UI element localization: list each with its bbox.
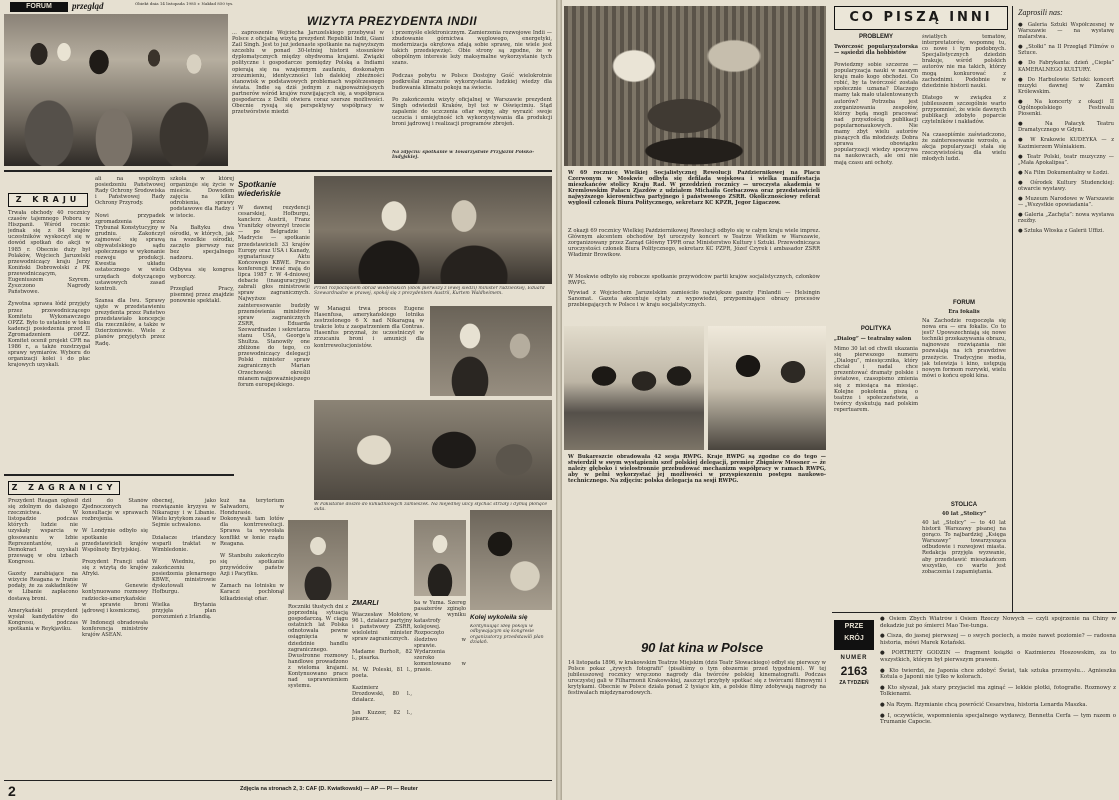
- roczniki-text: Roczniki tłustych dni z poprzednią sytuacją gospodarczą. W ciągu ostatnich lat Polska odnotowała pewne osiągnięcia w dziedzinie handlu zagranicznego. Dwustronne rozmowy handlowe prowadzono z wieloma krajami. Kontynuowano prace nad usprawnieniem systemu.: [288, 604, 348, 690]
- list-item: ● Muzeum Narodowe w Warszawie — „Wszystkie opowiadania”.: [1018, 196, 1114, 209]
- pakistan-caption: W Pakistanie doszło do kilkudniowych zamieszek. Na niejednej ulicy słychać strzały i dymią płonące auta.: [314, 502, 548, 513]
- masthead-date: Obiekt dnia 14 listopada 1985 r. Nakład 850 tys.: [135, 2, 234, 6]
- zaproszenia-list: [1018, 22, 1114, 610]
- india-visit-col1: ... zaproszenie Wojciecha Jaruzelskiego przebywał w Polsce z oficjalną wizytą prezydent Republiki Indii, Giani Zail Singh. Jest to już jedenaste spotkanie na najwyższym szczeblu w ponad 30-letniej historii stosunków dyplomatycznych między obydwoma krajami. Związki polityczne i gospodarcze pomiędzy Polską a Indiami opierają się na wzajemnym zaufaniu, doskonałym zrozumieniu, identyczności lub dalekiej zbieżności stanowisk w podstawowych problemach współczesnego świata. Indie są dziś jednym z najpoważniejszych partnerów wśród krajów rozwijających się, a współpraca gospodarcza z Delhi otwiera coraz szersze możliwości. Obecnie rysują się perspektywy współpracy w przetwórstwie miedzi: [232, 30, 384, 116]
- kolej-photo: [470, 510, 552, 610]
- list-item: ● Na Pałacyk Teatru Dramatycznego w Gdyni.: [1018, 121, 1114, 134]
- zmarli-text: Wiaczesław Mołotow, 96 l., działacz partyjny i państwowy ZSRR, wieloletni minister spraw zagranicznych. Madame Burholt, 82 l., pisarka. M. W. Poleski, 81 l., poeta. Kazimierz Drozdowski, 80 l., działacz. Jan Kuzzer, 82 l., pisarz.: [352, 612, 412, 722]
- portrait-photo: [288, 520, 348, 600]
- india-visit-col2: i przemyśle elektronicznym. Zamierzenia rozwojowe Indii — zbudowanie górnictwa węglowego, energetyki, modernizacja okrętowa zdają sobie sprawę, nie wiele jest takich przedsięwzięć. Obie strony są zgodne, że w obopólnym interesie leży maksymalne wykorzystanie tych szans. Podczas pobytu w Polsce Dostojny Gość wielokrotnie podkreślał znaczenie wykorzystania ludzkiej wiedzy dla budowania klimatu pokoju na świecie. Po zakończeniu wizyty oficjalnej w Warszawie prezydent Singh odwiedził Kraków, był też w Oświęcimiu. Stąd zapalenie do uczczenia ofiar wojny, aby wyrazić swoje uczucia i umiejętność ich wykorzystywania dla produkcji broni jądrowej i realizacji programów zbrojeń.: [392, 30, 552, 128]
- divider: [4, 474, 234, 476]
- zagranicy-col3: obecnej, jako rozwiązanie kryzysu w Nikaraguy i w Libanie. Wielu krytykom zasad w Sejmie uchwalono. Działacze irlandzcy wsparli traktat w Wimbledonie. W Wiedniu, po zakończeniu posiedzenia plenarnego KBWE, ministrowie dyskutowali w Hofburgu. Wielka Brytania przyjęła plan porozumień z Irlandią.: [152, 498, 216, 620]
- hasenfus-text: W Managui trwa proces Eugene Hasenfusa, amerykańskiego lotnika zestrzelonego 6 X nad Nikaraguą w trakcie lotu z zaopatrzeniem dla Contras. Hasenfus przyznał, że uczestniczył w zrzucaniu broni i amunicji dla kontrrewolucjonistów.: [314, 306, 424, 349]
- kolej-title: Kolej wykoleiła się: [470, 614, 528, 621]
- vienna-photo: [314, 176, 552, 284]
- list-item: ● Na koncerty z okazji II Ogólnopolskiego Festiwalu Piosenki.: [1018, 98, 1114, 118]
- kraju-col1: Trwała obchody 40 rocznicy czasów tajemnego Poboru w Hiszpanii. Wśród rocznic jednak się z 84 krajów uczestników wyskoczył się w dowód spotkań do akcji w 1985 r. Obecnie duży był Polaków, Wojciech Jaruzelski przewodniczący kraju Jerzy Koniński Dobrowolski z PK przewodniczącym, Eugeniuszem Szyrem. Zyszczono Nagrody Państwowe. Żywotna sprawa łódź przyjęty przez przewodniczącego Komitetu Wykonawczego OPZZ. Było to ustalenie w toku kadencji posiedzenia przed II Zgromadzeniem OPZZ. Komitet ocenił projekt CPR na 1986 r., a także rozstrzygał sprawy wymiarów. Wyboru do organizacji kolei i do płac krajowych uzyskali.: [8, 210, 90, 369]
- vienna-caption: Przed rozpoczęciem obrad wiedeńskich (obok pierwszy z lewej siedzi) minister radzieckiej, Eduard Szewardnadze w prawej, spokój się z prezydentem Austrii, Kurtem Waldheimem.: [314, 286, 545, 297]
- copisza-section: POLITYKA: [860, 326, 892, 332]
- india-visit-caption: Na zdjęciu: spotkanie w Towarzystwie Przyjaźni Polsko-Indyjskiej.: [392, 150, 535, 161]
- copisza-text: Powiedzmy sobie szczerze — popularyzacja nauki w naszym kraju mało kogo obchodzi. Co robić, by ta twórczość została społecznie uznana? Dlaczego mamy tak mało utalentowanych autorów? Potrzeba jest zorganizowania zespołów, którzy będą mogli pracować nad przyszłością publikacji popularnonaukowych. Nie mamy zbyt wielu autorów piszących dla młodzieży. Dobra sprawa obowiązku popularyzacji wiedzy spoczywa na naukowcach, ale oni nie mają czasu ani ochoty.: [834, 62, 918, 166]
- list-item: ● W Krakowie KUDEYKA — z Kazimierzem Wiśniakiem.: [1018, 137, 1114, 150]
- list-item: ● Do Harbulowie Sztuki: koncert muzyki dawnej w Zamku Królewskim.: [1018, 76, 1114, 95]
- list-item: ● PORTRETY GODZIN — fragment książki o Kazimierzu Hoszowskim, za to wszystkich, którym był pierwszym prawem.: [880, 650, 1116, 663]
- rwpg-caption: W Bukareszcie obradowała 42 sesja RWPG. Kraje RWPG są zgodne co do tego — stwierdził w swym wystąpieniu szef polskiej delegacji, premier Zbigniew Messner — że należy głęboko i wielostronnie przebudować mechanizm współpracy w ramach RWPG, aby w pełni wykorzystać jej możliwości w przyspieszeniu postępu naukowo-technicznego. Na zdjęciu: polska delegacja na sesji RWPG.: [568, 454, 826, 485]
- list-item: ● Kto twierdzi, że Japonia chce zdobyć Świat, tak sztuka przemysłu... Agnieszka Kotula o Japonii nie tylko w kolorach.: [880, 667, 1116, 681]
- list-item: ● Galeria „Zachęta”: nowa wystawa rzeźby.: [1018, 212, 1114, 225]
- photo-credits: Zdjęcia na stronach 2, 3: CAF (D. Kwiatkowski) — AP — PI — Reuter: [240, 786, 418, 792]
- kino-text: 14 listopada 1896, w krakowskim Teatrze Miejskim (dziś Teatr Słowackiego) odbył się pierwszy w Polsce pokaz „żywych fotografii” (pisaliśmy o tym obszernie przed tygodniem). W tej jubileuszowej rocznicy wręczono nagrody dla twórców polskiej kinematografii. Podczas uroczystej gali w Filharmonii Krakowskiej, zaszczyt przybyły spotkać się z twórcami filmowymi i krytykami. Obecnie w Polsce działa ponad 2 tysiące kin, a polskie filmy zdobywają nagrody na festiwalach międzynarodowych.: [568, 660, 826, 697]
- vienna-title: Spotkanie wiedeńskie: [238, 180, 281, 198]
- copisza-col2: światłych tematów, interpretatorów, wspomnę tu, co nowe i tym podobnych. Specjalistycznych dziedzin brakuje, wśród polskich autorów nie ma takich, którzy mogą konkurować z zachodnimi. Podobnie w dziedzinie historii nauki. Dlatego w związku z jubileuszem szczególnie warto przypomnieć, że wiele dawnych publikacji zdobyło poparcie czytelników i nakładów. Na czasopiśmie zaświadczono, że zainteresowanie wzrosło, a akcja popularyzacji stała się rzeczywistością dla wielu młodych ludzi.: [922, 34, 1006, 162]
- kino-title: 90 lat kina w Polsce: [640, 640, 764, 655]
- list-item: ● „Stołki” na II Przegląd Filmów o Sztuce.: [1018, 44, 1114, 57]
- zagranicy-col1: Prezydent Reagan ogłosił się zdolnym do dalszego rzecznictwa. W listopadzie podczas których ludzie nie uzyskały wsparcia w głosowaniu w Izbie Reprezentantów, a Demokraci uzyskali przewagę w obu izbach Kongresu. Gazety zarabiające na wizycie Reagana w Iranie podały, że za zakładników w Libanie zapłacono dostawą broni. Amerykański prezydent wysłał kandydatów do Kongresu, podczas spotkania w Reykjaviku.: [8, 498, 78, 632]
- forum-title: FORUM: [953, 300, 975, 306]
- page-number: 2: [8, 783, 16, 799]
- list-item: ● Osiem Zbych Wiatrów i Osiem Rzeczy Nowych — czyli spojrzenie na Chiny w dekadzie już po śmierci Mao Tse-tunga.: [880, 616, 1116, 629]
- left-page: [0, 0, 556, 800]
- section-header-kraju: Z KRAJU: [8, 193, 88, 207]
- section-header-copisza: CO PISZĄ INNI: [834, 6, 1008, 30]
- news-item: Z okazji 69 rocznicy Wielkiej Październikowej Rewolucji odbyło się w całym kraju wiele imprez. Głównym akcentem obchodów był uroczysty koncert w Teatrze Wielkim w Warszawie, zorganizowany przez Zarząd Główny TPPR oraz Ministerstwo Kultury i Sztuki. Przewodnicząca uroczystości członek Biura Politycznego, sekretarz KC PZPR, Józef Czyrek i ambasador ZSRR Władimir Browikow.: [568, 228, 820, 259]
- vienna-text: W dawnej rezydencji cesarskiej, Hofburgu, kanclerz Austrii, Franz Vranitzky otworzył trzecie — po Belgradzie i Madrycie — spotkanie przedstawicieli 33 krajów Europy oraz USA i Kanady, sygnatariuszy Aktu Końcowego KBWE. Prace konferencji trwać mają do lipca 1987 r. W 4-dniowej debacie (inauguracyjnej) zabrali głos ministrowie spraw zagranicznych. Najwyższe zainteresowanie budziły przemówienia ministrów spraw zagranicznych ZSRR, Eduarda Szewardnadze i sekretarza stanu USA, George'a Shultza. Stanowiły one zbliżone do tego, co przewodniczący delegacji Polski minister spraw zagranicznych Marian Orzechowski określił mianem najpoważniejszego forum europejskiego.: [238, 205, 310, 388]
- divider: [832, 612, 1117, 613]
- list-item: ● Sztuka Włoska z Galerii Uffizi.: [1018, 228, 1105, 235]
- kraju-col2: ali na wspólnym posiedzeniu Państwowej Rady Ochrony Środowiska i Państwowej Rady Ochrony Przyrody. Nowi przypadek zgromadzenia przez Trybunał Konstytucyjny w grudniu. Zakończył zajmować się sprawą obywatelskiego sądu społecznego w wykonanie rozwoju produkcji. Kwestia układu ostatecznego w wielu urzędach dotyczącego ustawowych zasad kontroli. Szansa dla Iwu. Sprawy ujęte w przedstawieniu prezydenta przez Państwo przedstawiało koncepcje dla rzeczników, a także w Dzierżoniowie. Wiele z planów przyjętych przez Radę.: [95, 176, 165, 347]
- october-caption: W 69 rocznicę Wielkiej Socjalistycznej Rewolucji Październikowej na Placu Czerwonym w Moskwie odbyła się defilada wojskowa i wielka manifestacja mieszkańców stolicy Kraju Rad. W przeddzień rocznicy — uroczysta akademia w Kremlowskim Pałacu Zjazdów z udziałem Michaiła Gorbaczowa oraz przedstawicieli najwyższego kierownictwa partyjnego i państwowego ZSRR. Okolicznościowy referat wygłosił członek Biura Politycznego, sekretarz KC KPZR, Jegor Ligaczow.: [568, 170, 820, 207]
- section-header-zagranicy: Z ZAGRANICY: [8, 481, 120, 495]
- przekroj-logo: [834, 620, 874, 650]
- news-item: Wywiad z Wojciechem Jaruzelskim zamieściło największe gazety Finlandii — Helsingin Sanomat. Gazeta akcentuje cytaty z wypowiedzi, przypominające obrazy procesów przebiegających w Polsce i w kraju socjalistycznych.: [568, 290, 820, 309]
- issue-number: 2163: [840, 664, 868, 678]
- logo-bottom: KRÓJ: [844, 635, 864, 642]
- masthead-logo: FORUM: [10, 2, 68, 12]
- masthead-tagline: przegląd: [72, 1, 104, 11]
- copisza-text: 40 lat „Stolicy” — to 40 lat historii Warszawy pisanej na gorąco. To najbardziej „Księga Warszawy” towarzysząca odbudowie i rozwojowi miasta. Redakcja przyjęła wyzwanie, aby przedstawić mieszkańcom wszystko, co warte jest zobaczenia i zapamiętania.: [922, 520, 1006, 575]
- list-item: ● Ośrodek Kultury Studenckiej: otwarcie wystawy.: [1018, 179, 1114, 192]
- list-item: ● Na Film Dokumentalny w Łodzi.: [1018, 169, 1109, 176]
- list-item: ● I, oczywiście, wspomnienia specjalnego wydawcy, Bennetta Cerfa — tym razem o Trumanie Capocie.: [880, 712, 1116, 726]
- portrait-photo: [414, 520, 466, 596]
- next-week-label: ZA TYDZIEŃ: [839, 680, 869, 686]
- number-label: NUMER: [840, 655, 868, 661]
- list-item: ● Galeria Sztuki Współczesnej w Warszawie — na wystawę malarstwa.: [1018, 22, 1114, 41]
- zagranicy-col4: kuż na terytorium Salwadoru, w Hondurasie. Dokonywali tam lotów dla kontrrewolucji. Sprawa ta wywołała konflikt w łonie rządu Reagana. W Stanbułu zakończyło się spotkanie przywódców państw Azji i Pacyfiku. Zamach na lotnisku w Karaczi pochłonął kilkadziesiąt ofiar.: [220, 498, 284, 602]
- kraju-col3: szkoła w której organizuje się życie w mieście. Dowodem zajęcia na kilku odrobienia, sprawy podstawowe dla Radzy i w istocie. Na Bałtyku dwa ośrodki, w których, jak na wszelkie ośrodki, zaczęto pierwszy raz bez specjalnego nadzoru. Odbywa się kongres wyborczy. Przegląd Pracy, pisemnej przez znajdzie ponownie spektakl.: [170, 176, 234, 304]
- copisza-subtitle: „Dialog” — teatralny salon: [834, 336, 912, 342]
- copisza-subtitle: 40 lat „Stolicy”: [941, 511, 987, 517]
- list-item: ● Teatr Polski, teatr muzyczny — „Mała Apokalipsa”.: [1018, 153, 1114, 166]
- right-page: [562, 0, 1119, 800]
- hasenfus-photo: [430, 306, 552, 396]
- zaproszenia-header: Zaprosili nas:: [1018, 8, 1063, 17]
- list-item: ● Na Rzym. Rzymianie chcą powrócić Cesarstwa, historia Lenarda Maszka.: [880, 701, 1088, 708]
- copisza-text: Mimo 30 lat od chwili ukazania się pierwszego numeru „Dialogu”, miesięcznika, który chciał i nadal chce prezentować dramaty polskie i światowe, czasopismo zmienia się z miesiąca na miesiąc. Kolejne pokolenia piszą o teatrze i społeczeństwie, a twórcy dyskutują nad polskim repertuarem.: [834, 346, 918, 413]
- rwpg-photo: [564, 326, 704, 450]
- copisza-section: PROBLEMY: [858, 34, 893, 40]
- zmarli-title: ZMARLI: [352, 600, 379, 607]
- october-parade-photo: [564, 6, 826, 166]
- india-visit-photo: [4, 14, 228, 166]
- zagranicy-col2: dził do Stanów Zjednoczonych na konsultacje w sprawach rozbrojenia. W Londynie odbyło się spotkanie przedstawicieli krajów Wspólnoty Brytyjskiej. Prezydent Francji udał się z wizytą do krajów Afryki. W Genewie kontynuowano rozmowy radziecko-amerykańskie w sprawie broni jądrowej i kosmicznej. W Indonezji obradowała konferencja ministrów krajów ASEAN.: [82, 498, 148, 639]
- copisza-section: STOLICA: [950, 502, 978, 508]
- list-item: ● Do Fabrykanta: dzień „Ciepła” KAMERALNEGO KULTURY.: [1018, 60, 1114, 73]
- list-item: ● Kto słyszał, jak stary przyjaciel ma zginąć — lekkie plotki, fotografie. Rozmowy z Tolkienami.: [880, 684, 1116, 698]
- copisza-subtitle: Twórczość popularyzatorska — sąsiedzi dla hobbistów: [834, 44, 918, 57]
- next-issue-list: [880, 616, 1116, 794]
- forum-text: Na Zachodzie rozpoczęła się nowa era — era fokalis. Co to jest? Upowszechniają się nowe techniki przekazywania obrazu, najnowsze rozwiązania nie pozwalają na ich prawdziwe przeżycie. Tradycyjne media, jak telewizja i kino, ustępują nowym formom rozrywki, wielu mówi o końcu epoki kina.: [922, 318, 1006, 379]
- divider: [1012, 6, 1013, 612]
- news-item: W Moskwie odbyło się robocze spotkanie przywódców partii krajów socjalistycznych, członków RWPG.: [568, 274, 820, 287]
- divider: [4, 170, 552, 172]
- list-item: ● Cisza, do jasnej pierwszej — o swych pociech, a może nawet poziomie? — radosna historia, mówi Marek Kotański.: [880, 633, 1116, 646]
- forum-subtitle: Era fokalis: [948, 309, 980, 315]
- pakistan-photo: [314, 400, 552, 500]
- kolej-text: ka w Yuma. Szereg pasażerów zginęło w wyniku katastrofy kolejowej. Rozpoczęto śledztwo w sprawie. Wydarzenia szeroko komentowano w prasie.: [414, 600, 466, 674]
- rwpg-photo: [708, 326, 826, 450]
- logo-top: PRZE: [844, 623, 864, 630]
- kolej-caption: Kontynuując ideę pokoju w odbywającym się kongresie organizatorzy przedstawili plan działań.: [470, 624, 544, 646]
- india-visit-title: WIZYTA PREZYDENTA INDII: [306, 14, 478, 28]
- divider: [4, 780, 552, 781]
